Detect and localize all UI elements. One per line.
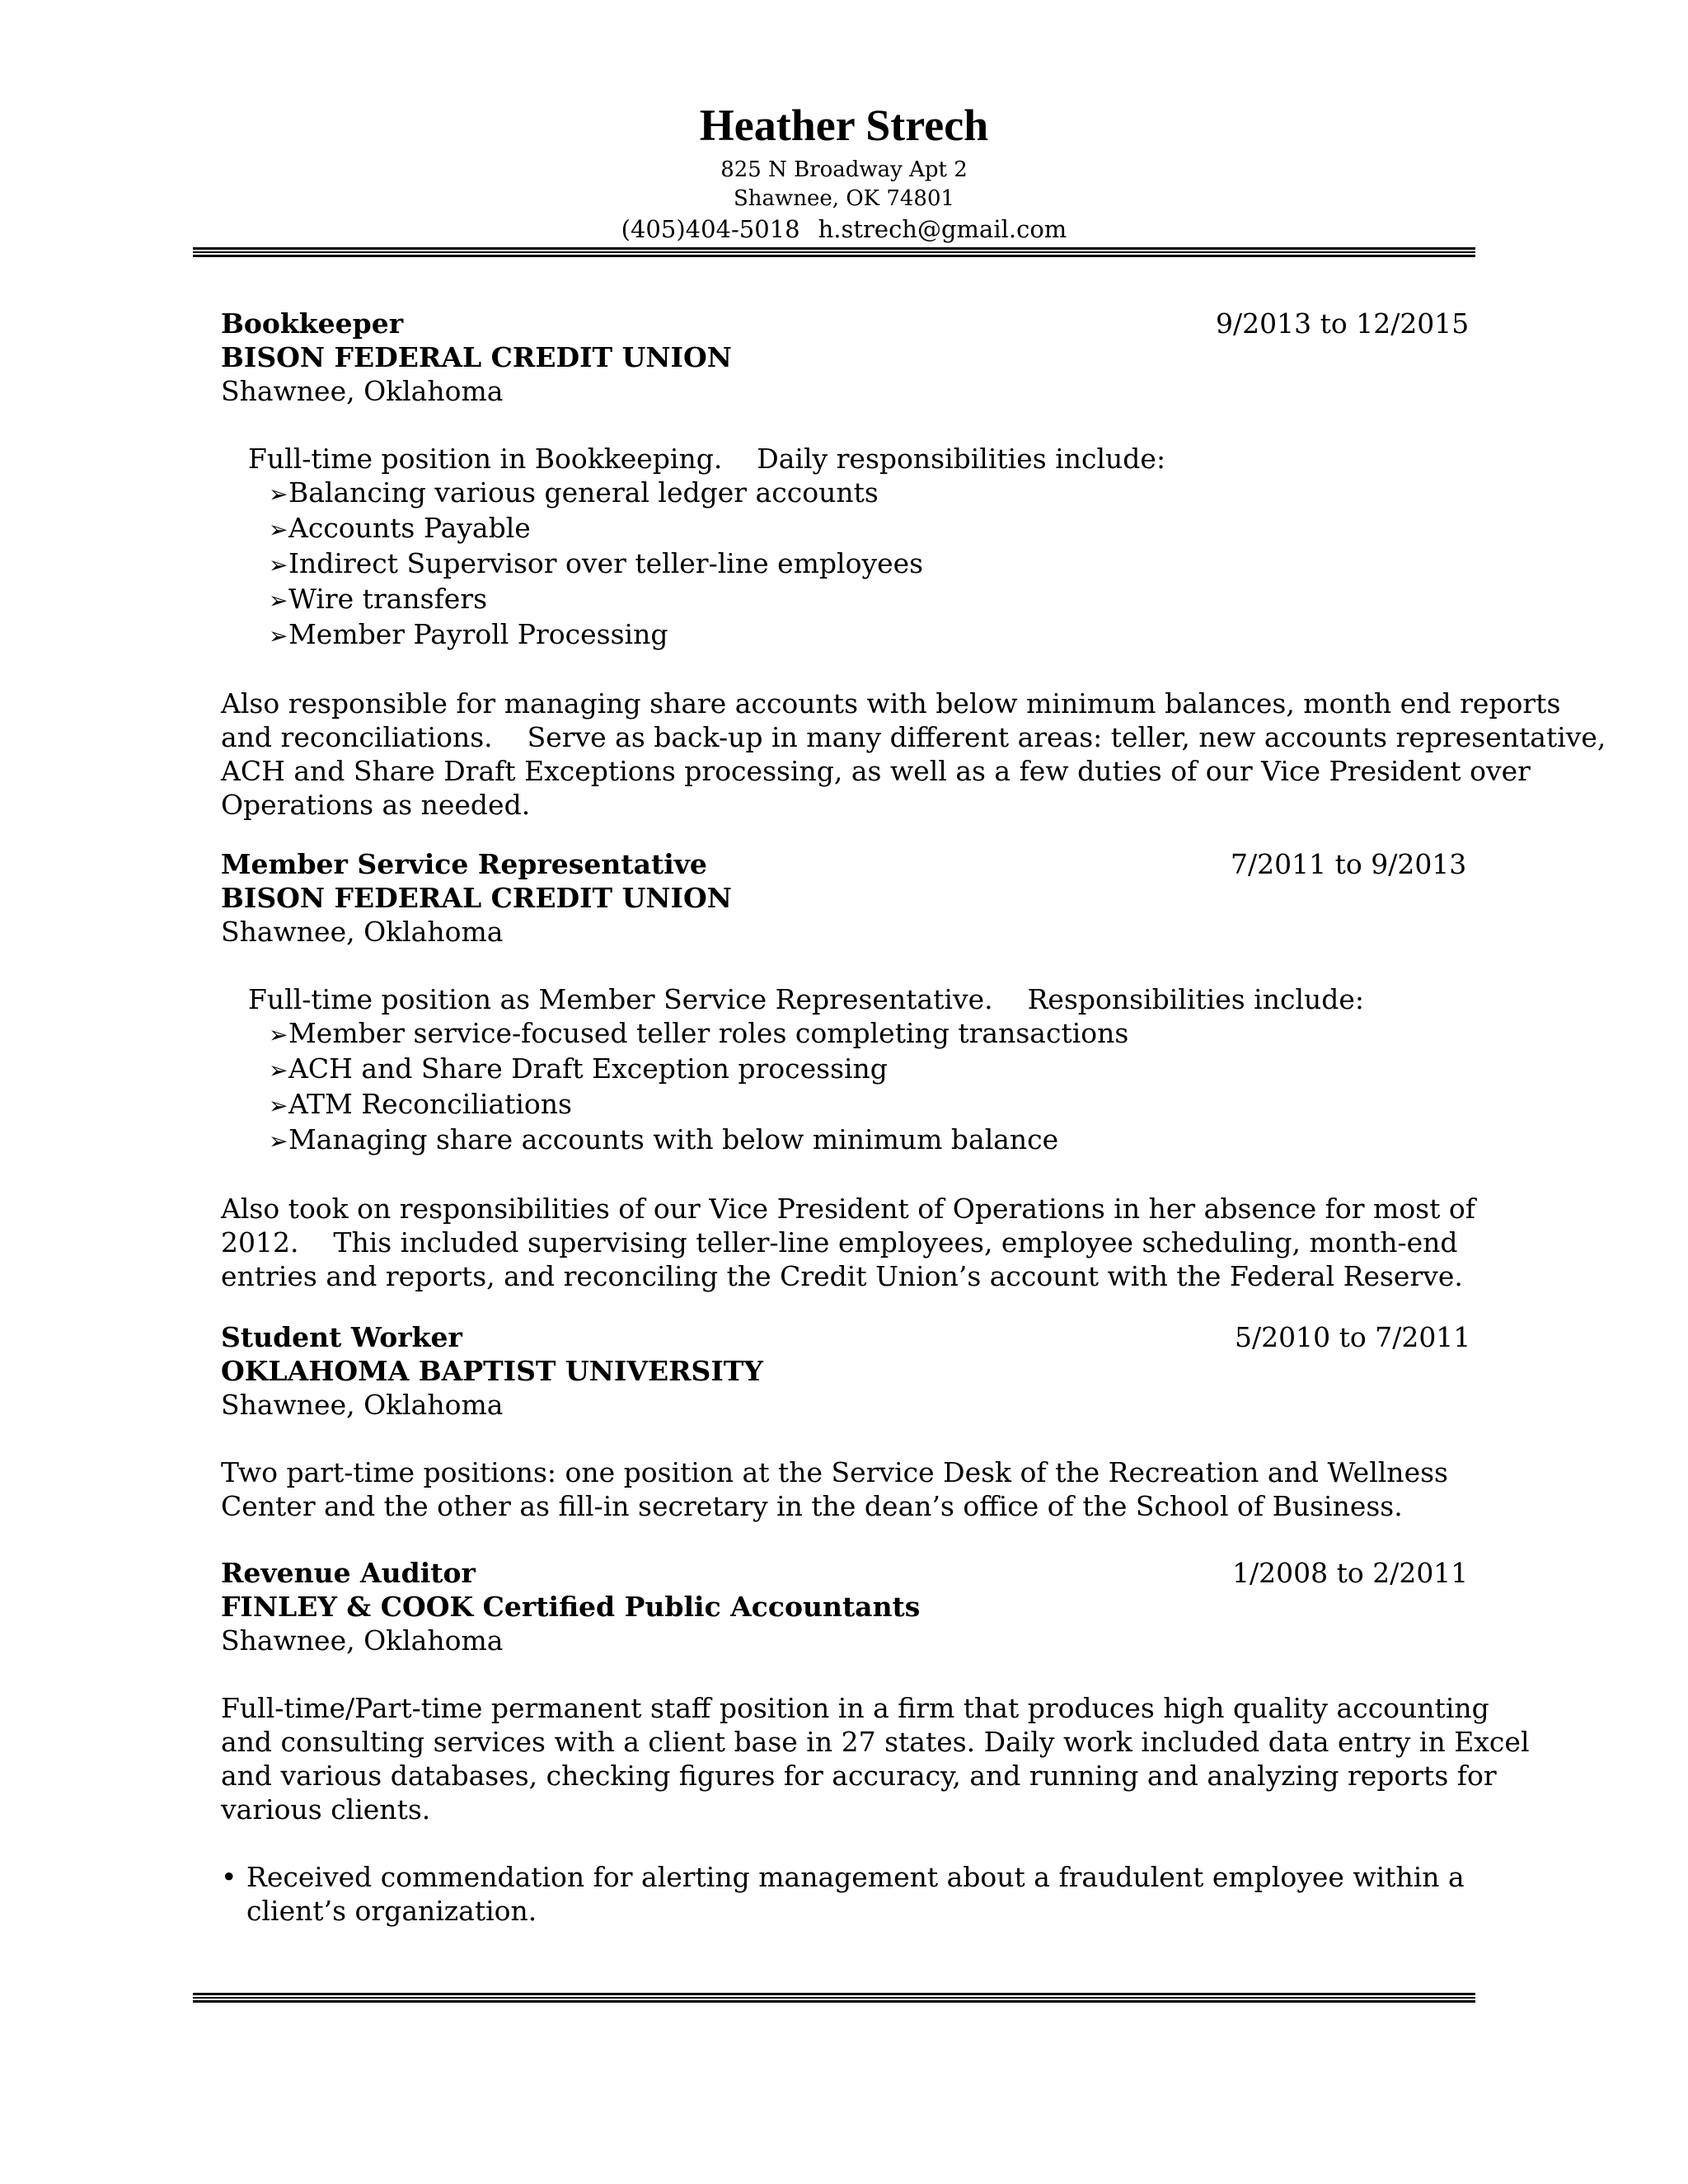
- job-dates: 7/2011 to 9/2013: [1231, 848, 1467, 880]
- contact-line: [0, 213, 1688, 245]
- bottom-divider: [193, 1993, 1475, 2003]
- arrow-bullet-icon: ➢: [269, 1021, 288, 1048]
- arrow-bullet-icon: ➢: [269, 622, 288, 649]
- list-item: ➢Accounts Payable: [269, 511, 1474, 546]
- job-description: Two part-time positions: one position at the Service Desk of the Recreation and Wellness Center and the other as fill-in secretary in the dean’s office of the School of Business.: [221, 1456, 1448, 1522]
- job-description: Also responsible for managing share accounts with below minimum balances, month end reports and reconciliations. Serve as back-up in many different areas: teller, new accounts representative, ACH and Share Draft Exceptions processing, as well as a few duties of our Vice President over Operations as needed.: [221, 687, 1606, 821]
- list-item: ➢Member Payroll Processing: [269, 617, 1474, 653]
- job-location: Shawnee, Oklahoma: [221, 375, 504, 407]
- list-item: ➢ACH and Share Draft Exception processing: [269, 1052, 1474, 1087]
- round-bullet-icon: •: [221, 1861, 237, 1893]
- job-title: Revenue Auditor: [221, 1557, 476, 1589]
- top-divider: [193, 247, 1475, 257]
- job-entry-member-service: [221, 847, 1474, 1293]
- job-company: BISON FEDERAL CREDIT UNION: [221, 341, 732, 373]
- list-item: ➢Indirect Supervisor over teller-line employees: [269, 546, 1474, 582]
- arrow-bullet-icon: ➢: [269, 551, 288, 579]
- job-title: Student Worker: [221, 1321, 462, 1353]
- list-item: ➢Member service-focused teller roles completing transactions: [269, 1016, 1474, 1052]
- arrow-bullet-icon: ➢: [269, 516, 288, 543]
- email-address: h.strech@gmail.com: [818, 215, 1067, 243]
- phone-number: (405)404-5018: [621, 215, 800, 243]
- job-location: Shawnee, Oklahoma: [221, 916, 504, 948]
- arrow-bullet-icon: ➢: [269, 1092, 288, 1119]
- list-item: ➢Wire transfers: [269, 582, 1474, 617]
- resume-header: [0, 95, 1688, 245]
- list-item: ➢ATM Reconciliations: [269, 1087, 1474, 1122]
- arrow-bullet-icon: ➢: [269, 480, 288, 508]
- job-dates: 5/2010 to 7/2011: [1235, 1321, 1471, 1353]
- job-description: Also took on responsibilities of our Vice President of Operations in her absence for most of 2012. This included supervising teller-line employees, employee scheduling, month-end entries and reports, and reconciling the Credit Union’s account with the Federal Reserve.: [221, 1193, 1475, 1292]
- address-line-1: 825 N Broadway Apt 2: [720, 157, 968, 182]
- address-line-2: Shawnee, OK 74801: [733, 186, 955, 211]
- job-entry-bookkeeper: [221, 307, 1606, 822]
- job-title: Member Service Representative: [221, 848, 707, 880]
- arrow-bullet-icon: ➢: [269, 1057, 288, 1084]
- job-company: FINLEY & COOK Certified Public Accountants: [221, 1591, 921, 1623]
- job-dates: 9/2013 to 12/2015: [1216, 307, 1470, 340]
- responsibility-list: [221, 1016, 1474, 1158]
- job-intro: Full-time position as Member Service Representative. Responsibilities include:: [248, 983, 1365, 1015]
- job-company: OKLAHOMA BAPTIST UNIVERSITY: [221, 1355, 763, 1387]
- job-company: BISON FEDERAL CREDIT UNION: [221, 882, 732, 914]
- job-location: Shawnee, Oklahoma: [221, 1389, 504, 1421]
- list-item: ➢Balancing various general ledger accounts: [269, 476, 1474, 511]
- list-item: • Received commendation for alerting management about a fraudulent employee within a client’s organization.: [221, 1861, 1465, 1927]
- list-item: ➢Managing share accounts with below minimum balance: [269, 1122, 1474, 1158]
- job-dates: 1/2008 to 2/2011: [1232, 1557, 1469, 1589]
- responsibility-list: [221, 476, 1474, 653]
- job-description: Full-time/Part-time permanent staff position in a firm that produces high quality accounting and consulting services with a client base in 27 states. Daily work included data entry in Excel and various databases, checking figures for accuracy, and running and analyzing reports for various clients.: [221, 1692, 1530, 1825]
- job-intro: Full-time position in Bookkeeping. Daily responsibilities include:: [248, 443, 1166, 475]
- arrow-bullet-icon: ➢: [269, 1127, 288, 1155]
- job-entry-revenue-auditor: [221, 1556, 1530, 1928]
- job-title: Bookkeeper: [221, 307, 404, 340]
- achievement-list: [221, 1860, 1474, 1928]
- arrow-bullet-icon: ➢: [269, 587, 288, 614]
- applicant-name: Heather Strech: [699, 101, 989, 150]
- job-entry-student-worker: [221, 1320, 1474, 1523]
- job-location: Shawnee, Oklahoma: [221, 1624, 504, 1657]
